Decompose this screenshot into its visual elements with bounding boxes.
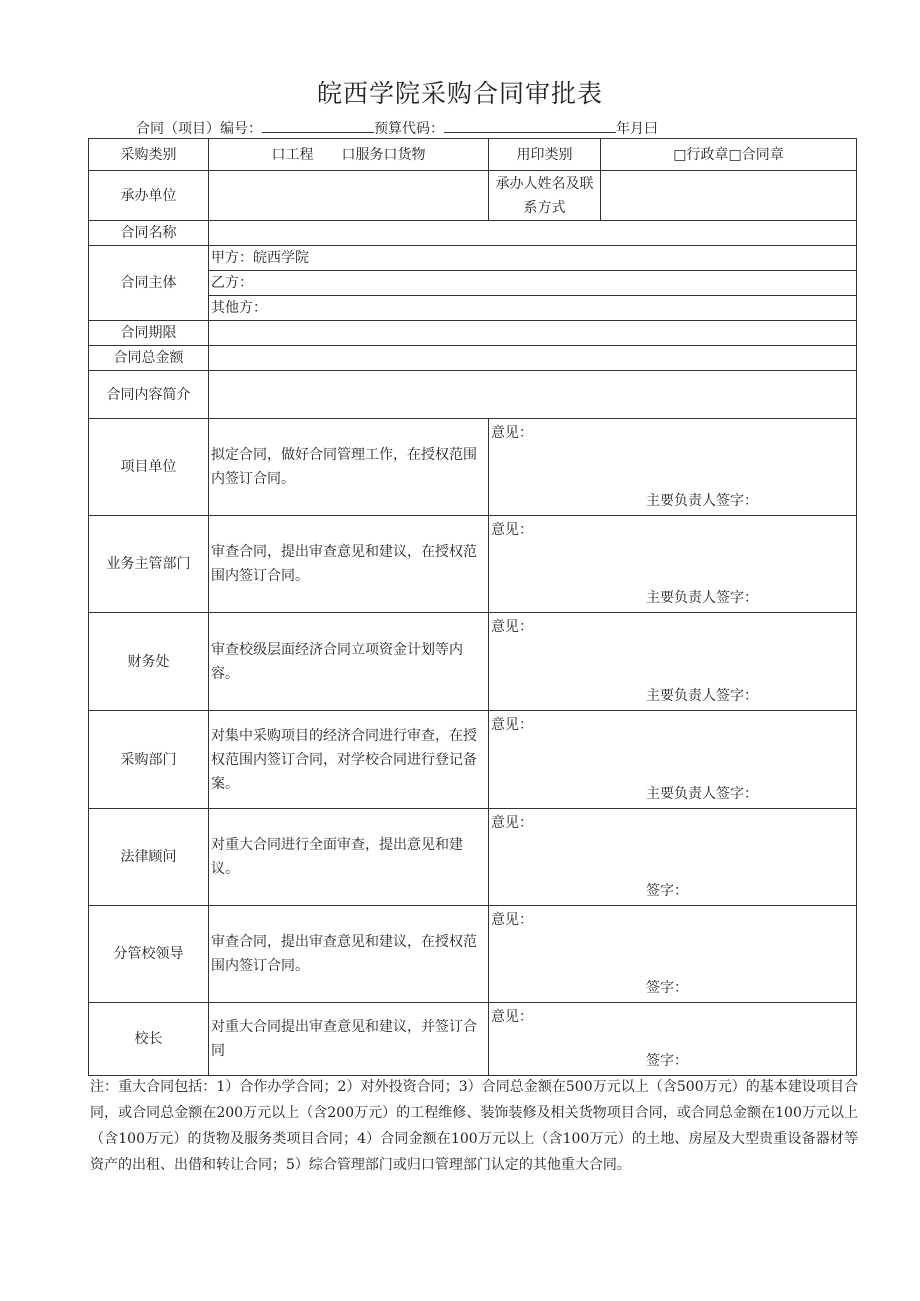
seal-type-label: 用印类别	[489, 139, 601, 171]
date-label: 年月曰	[616, 121, 658, 137]
approval-opinion-cell[interactable]	[489, 809, 857, 906]
opinion-label: 意见：	[491, 912, 533, 928]
signature-label: 签字：	[646, 883, 688, 899]
contract-no-label: 合同（项目）编号：	[136, 121, 262, 137]
approval-dept: 项目单位	[89, 419, 209, 516]
undertaker-label: 承办单位	[89, 171, 209, 221]
approval-dept: 校长	[89, 1003, 209, 1076]
purchase-type-options[interactable]: 口工程 口服务口货物	[209, 139, 489, 171]
party-other-field[interactable]: 其他方：	[209, 296, 857, 321]
approval-row	[89, 809, 857, 906]
signature-label: 签字：	[646, 980, 688, 996]
approval-dept: 法律顾问	[89, 809, 209, 906]
opinion-label: 意见：	[491, 1009, 533, 1025]
approval-dept: 财务处	[89, 613, 209, 711]
form-meta-line	[136, 118, 658, 138]
approval-form-table	[88, 138, 857, 1076]
opinion-label: 意见：	[491, 815, 533, 831]
contract-no-field[interactable]	[262, 118, 374, 133]
purchase-type-label: 采购类别	[89, 139, 209, 171]
signature-label: 主要负责人签字：	[646, 590, 758, 606]
contact-field[interactable]	[601, 171, 857, 221]
approval-duty: 审查校级层面经济合同立项资金计划等内容。	[209, 613, 489, 711]
contract-name-field[interactable]	[209, 221, 857, 246]
amount-field[interactable]	[209, 346, 857, 371]
opinion-label: 意见：	[491, 717, 533, 733]
signature-label: 主要负责人签字：	[646, 786, 758, 802]
party-b-field[interactable]: 乙方：	[209, 271, 857, 296]
seal-type-options[interactable]: □行政章□合同章	[601, 139, 857, 171]
approval-dept: 业务主管部门	[89, 516, 209, 613]
approval-duty: 对集中采购项目的经济合同进行审查，在授权范围内签订合同，对学校合同进行登记备案。	[209, 711, 489, 809]
approval-duty: 对重大合同进行全面审查，提出意见和建议。	[209, 809, 489, 906]
amount-label: 合同总金额	[89, 346, 209, 371]
contact-label: 承办人姓名及联系方式	[489, 171, 601, 221]
approval-dept: 采购部门	[89, 711, 209, 809]
approval-opinion-cell[interactable]	[489, 1003, 857, 1076]
approval-duty: 审查合同，提出审查意见和建议，在授权范围内签订合同。	[209, 516, 489, 613]
approval-row	[89, 613, 857, 711]
signature-label: 主要负责人签字：	[646, 688, 758, 704]
budget-code-field[interactable]	[444, 118, 616, 133]
term-label: 合同期限	[89, 321, 209, 346]
budget-code-label: 预算代码：	[374, 121, 444, 137]
contract-name-label: 合同名称	[89, 221, 209, 246]
approval-duty: 审查合同，提出审查意见和建议，在授权范围内签订合同。	[209, 906, 489, 1003]
approval-opinion-cell[interactable]	[489, 516, 857, 613]
approval-opinion-cell[interactable]	[489, 906, 857, 1003]
summary-field[interactable]	[209, 371, 857, 419]
undertaker-field[interactable]	[209, 171, 489, 221]
party-a-field[interactable]: 甲方：皖西学院	[209, 246, 857, 271]
approval-duty: 拟定合同，做好合同管理工作，在授权范围内签订合同。	[209, 419, 489, 516]
approval-opinion-cell[interactable]	[489, 711, 857, 809]
approval-row	[89, 516, 857, 613]
term-field[interactable]	[209, 321, 857, 346]
signature-label: 主要负责人签字：	[646, 493, 758, 509]
approval-dept: 分管校领导	[89, 906, 209, 1003]
approval-row	[89, 419, 857, 516]
approval-row	[89, 906, 857, 1003]
footnote: 注：重大合同包括：1）合作办学合同；2）对外投资合同；3）合同总金额在500万元以上（含500万元）的基本建设项目合同，或合同总金额在200万元以上（含200万元）的工程维修、装饰装修及相关货物项目合同，或合同总金额在100万元以上（含100万元）的货物及服务类项目合同；4）合同金额在100万元以上（含100万元）的土地、房屋及大型贵重设备器材等资产的出租、出借和转让合同；5）综合管理部门或归口管理部门认定的其他重大合同。	[90, 1079, 858, 1173]
signature-label: 签字：	[646, 1053, 688, 1069]
opinion-label: 意见：	[491, 522, 533, 538]
opinion-label: 意见：	[491, 619, 533, 635]
approval-opinion-cell[interactable]	[489, 613, 857, 711]
approval-opinion-cell[interactable]	[489, 419, 857, 516]
opinion-label: 意见：	[491, 425, 533, 441]
approval-duty: 对重大合同提出审查意见和建议，并签订合同	[209, 1003, 489, 1076]
contract-subject-label: 合同主体	[89, 246, 209, 321]
summary-label: 合同内容简介	[89, 371, 209, 419]
approval-row	[89, 711, 857, 809]
page-title: 皖西学院采购合同审批表	[316, 79, 603, 108]
approval-row	[89, 1003, 857, 1076]
